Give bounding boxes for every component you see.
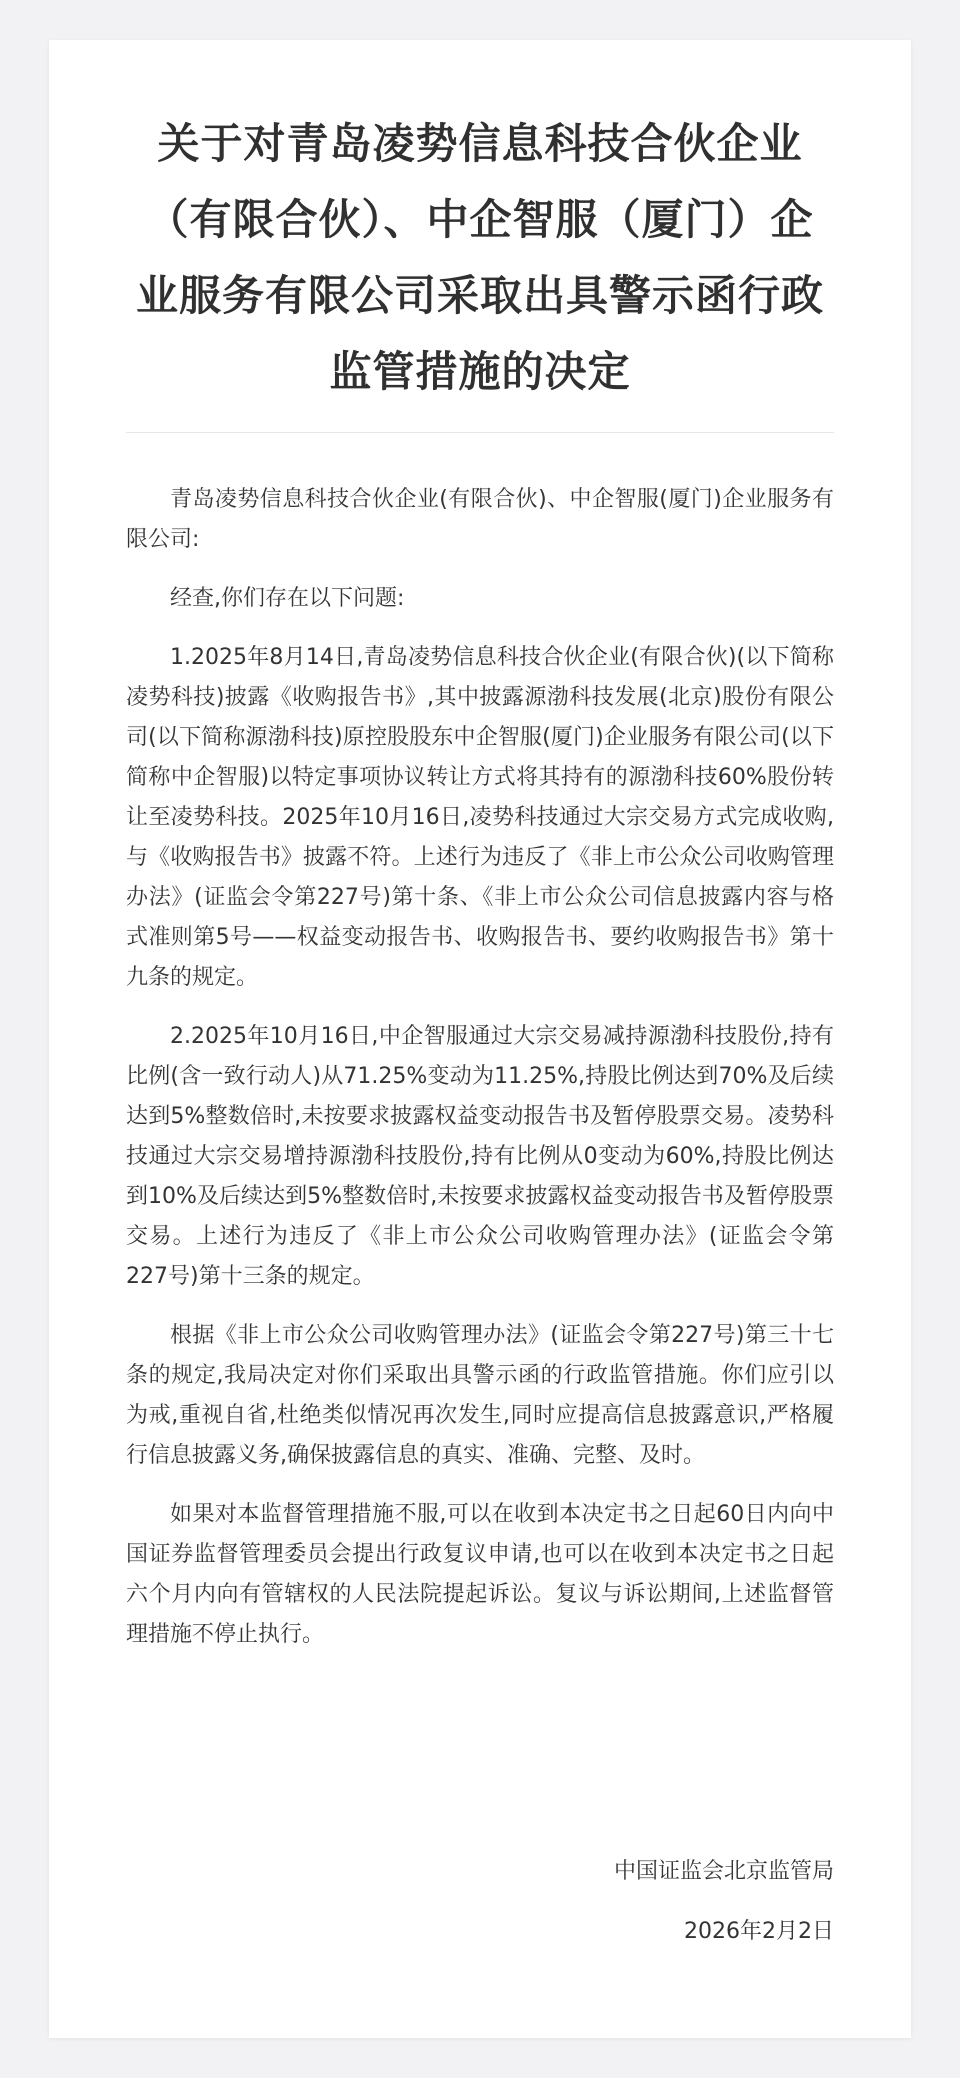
addressee-paragraph: 青岛凌势信息科技合伙企业(有限合伙)、中企智服(厦门)企业服务有限公司: — [126, 487, 834, 552]
issue-2-paragraph: 2.2025年10月16日,中企智服通过大宗交易减持源渤科技股份,持有比例(含一致行动人)从71.25%变动为11.25%,持股比例达到70%及后续达到5%整数倍时,未按要求披露权益变动报告书及暂停股票交易。凌势科技通过大宗交易增持源渤科技股份,持有比例从0变动为60%,持股比例达到10%及后续达到5%整数倍时,未按要求披露权益变动报告书及暂停股票交易。上述行为违反了《非上市公众公司收购管理办法》(证监会令第227号)第十三条的规定。 — [126, 1024, 834, 1289]
issue-1-paragraph: 1.2025年8月14日,青岛凌势信息科技合伙企业(有限合伙)(以下简称凌势科技)披露《收购报告书》,其中披露源渤科技发展(北京)股份有限公司(以下简称源渤科技)原控股股东中企智服(厦门)企业服务有限公司(以下简称中企智服)以特定事项协议转让方式将其持有的源渤科技60%股份转让至凌势科技。2025年10月16日,凌势科技通过大宗交易方式完成收购,与《收购报告书》披露不符。上述行为违反了《非上市公众公司收购管理办法》(证监会令第227号)第十条、《非上市公众公司信息披露内容与格式准则第5号——权益变动报告书、收购报告书、要约收购报告书》第十九条的规定。 — [126, 645, 834, 990]
document-card — [49, 40, 911, 2038]
document-title: 关于对青岛凌势信息科技合伙企业（有限合伙）、中企智服（厦门）企业服务有限公司采取出具警示函行政监管措施的决定 — [135, 119, 824, 396]
signature-organization: 中国证监会北京监管局 — [613, 1859, 834, 1884]
document-body — [126, 480, 834, 1674]
title-divider — [126, 432, 834, 433]
signature-date: 2026年2月2日 — [684, 1919, 834, 1944]
decision-paragraph: 根据《非上市公众公司收购管理办法》(证监会令第227号)第三十七条的规定,我局决定对你们采取出具警示函的行政监管措施。你们应引以为戒,重视自省,杜绝类似情况再次发生,同时应提高信息披露意识,严格履行信息披露义务,确保披露信息的真实、准确、完整、及时。 — [126, 1323, 834, 1468]
findings-intro-paragraph: 经查,你们存在以下问题: — [170, 586, 405, 611]
appeal-paragraph: 如果对本监督管理措施不服,可以在收到本决定书之日起60日内向中国证券监督管理委员会提出行政复议申请,也可以在收到本决定书之日起六个月内向有管辖权的人民法院提起诉讼。复议与诉讼期间,上述监督管理措施不停止执行。 — [126, 1502, 834, 1647]
